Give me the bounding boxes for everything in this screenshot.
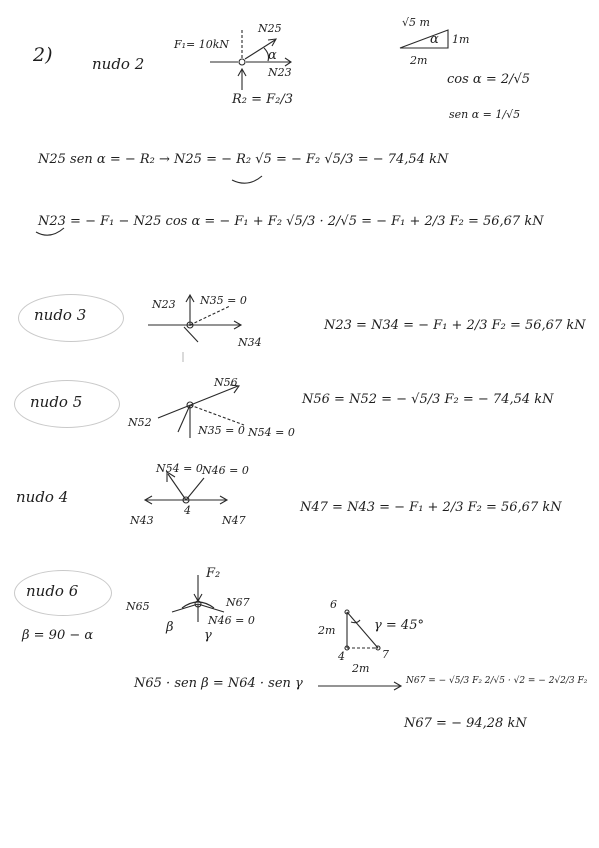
underline-n25 (232, 176, 262, 183)
reaction-r2: R₂ = F₂/3 (232, 92, 294, 107)
label-n43: N43 (130, 514, 154, 527)
node-title-nudo4: nudo 4 (16, 488, 69, 506)
equation-nudo6-n67: N67 = − √5/3 F₂ 2/√5 · √2 = − 2√2/3 F₂ (406, 676, 588, 686)
label-node4: 4 (184, 504, 191, 517)
tri-gamma: γ = 45° (374, 618, 424, 633)
label-n35: N35 = 0 (200, 294, 247, 307)
triangle-side: 1m (452, 33, 470, 46)
equation-nudo5: N56 = N52 = − √5/3 F₂ = − 74,54 kN (302, 392, 554, 407)
tri-right-node: 7 (382, 648, 389, 661)
tri-top-node: 6 (330, 598, 337, 611)
label-n56: N56 (214, 376, 238, 389)
angle-beta: β (166, 620, 174, 635)
label-n23: N23 (152, 298, 176, 311)
angle-gamma: γ (204, 628, 212, 643)
label-n35: N35 = 0 (198, 424, 245, 437)
underline-n23 (36, 228, 64, 235)
label-f2: F₂ (206, 566, 221, 581)
node-title-nudo6: nudo 6 (26, 582, 79, 600)
cos-alpha: cos α = 2/√5 (447, 72, 531, 87)
label-n46: N46 = 0 (208, 614, 255, 627)
tri-side-length: 2m (318, 624, 336, 637)
label-n23: N23 (268, 66, 292, 79)
node-title-nudo2: nudo 2 (92, 55, 145, 73)
triangle-alpha: α (430, 32, 439, 47)
beta-definition: β = 90 − α (22, 628, 94, 643)
label-n52: N52 (128, 416, 152, 429)
tri-left-node: 4 (338, 650, 345, 663)
label-n34: N34 (238, 336, 262, 349)
triangle-base: 2m (410, 54, 428, 67)
equation-nudo4: N47 = N43 = − F₁ + 2/3 F₂ = 56,67 kN (300, 500, 562, 515)
label-n54: N54 = 0 (156, 462, 203, 475)
angle-alpha: α (268, 48, 277, 63)
node-title-nudo3: nudo 3 (34, 306, 87, 324)
label-n67: N67 (226, 596, 250, 609)
triangle-hypotenuse: √5 m (402, 16, 430, 29)
equation-n25: N25 sen α = − R₂ → N25 = − R₂ √5 = − F₂ √5/3 = − 74,54 kN (38, 152, 449, 167)
implication-arrow (318, 682, 401, 690)
result-n67: N67 = − 94,28 kN (404, 716, 527, 731)
equation-n23: N23 = − F₁ − N25 cos α = − F₁ + F₂ √5/3 · 2/√5 = − F₁ + 2/3 F₂ = 56,67 kN (38, 214, 544, 229)
sin-alpha: sen α = 1/√5 (449, 108, 521, 121)
equation-nudo6-balance: N65 · sen β = N64 · sen γ (134, 676, 303, 691)
label-n54: N54 = 0 (248, 426, 295, 439)
node-title-nudo5: nudo 5 (30, 393, 83, 411)
label-n47: N47 (222, 514, 246, 527)
label-n25: N25 (258, 22, 282, 35)
tri-base-length: 2m (352, 662, 370, 675)
label-n65: N65 (126, 600, 150, 613)
nudo2-triangle (400, 30, 448, 48)
label-n46: N46 = 0 (202, 464, 249, 477)
label-f1: F₁= 10kN (174, 38, 230, 51)
equation-nudo3: N23 = N34 = − F₁ + 2/3 F₂ = 56,67 kN (324, 318, 586, 333)
problem-number: 2) (33, 44, 53, 66)
